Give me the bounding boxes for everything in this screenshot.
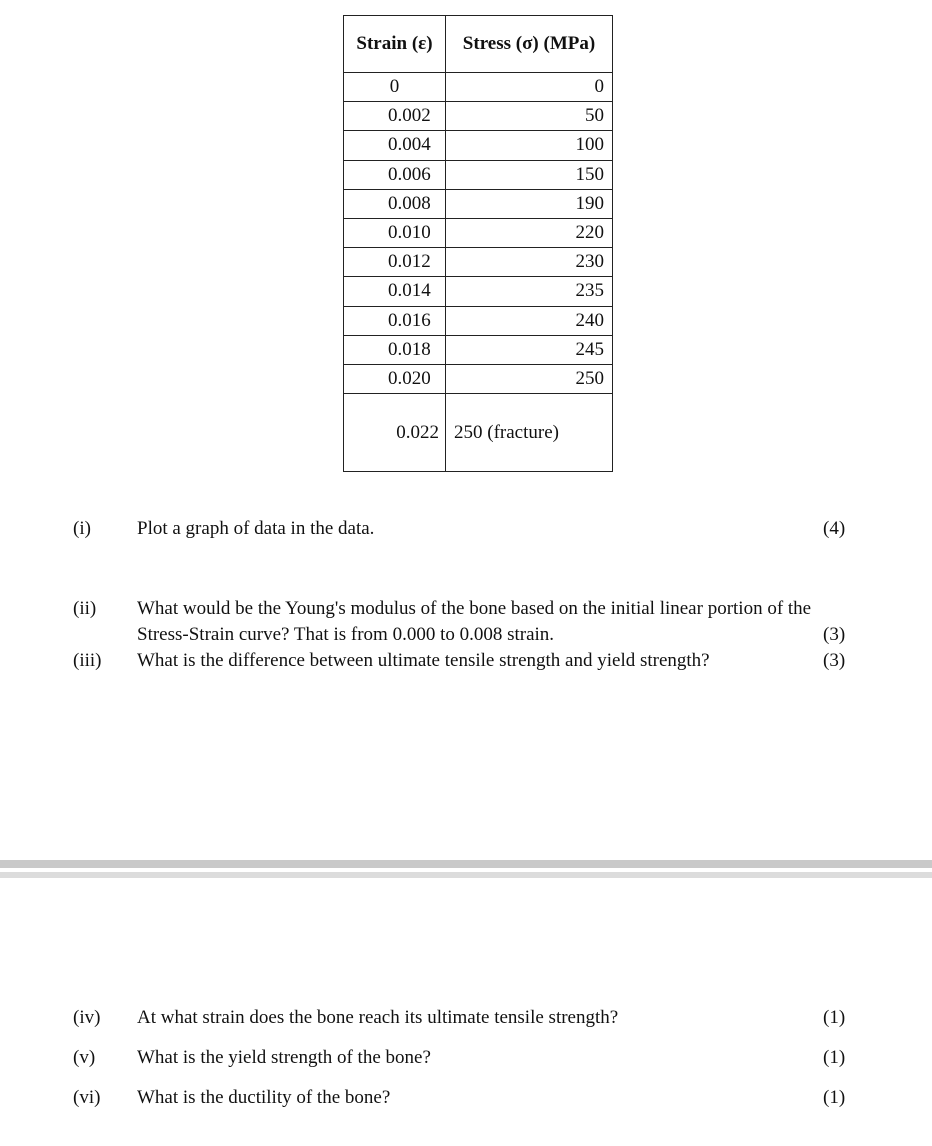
strain-cell: 0 [344,73,446,102]
table-row [344,102,613,131]
question-text: At what strain does the bone reach its ultimate tensile strength? [137,1007,619,1028]
table-row [344,160,613,189]
strain-cell: 0.006 [344,160,446,189]
question-number: (ii) [73,598,97,619]
strain-cell: 0.004 [344,131,446,160]
divider-band [0,872,932,878]
question-number: (v) [73,1047,96,1068]
question-number: (vi) [73,1087,101,1108]
stress-cell: 150 [446,160,613,189]
question-text: What is the difference between ultimate tensile strength and yield strength? [137,650,710,671]
stress-cell: 250 (fracture) [446,394,613,472]
question-text-line-2: Stress-Strain curve? That is from 0.000 to 0.008 strain. [137,624,555,645]
page-break-divider [0,860,932,878]
stress-cell: 240 [446,306,613,335]
table-row [344,335,613,364]
stress-cell: 250 [446,364,613,393]
question-marks: (3) [823,650,846,671]
stress-cell: 220 [446,218,613,247]
question-text: Plot a graph of data in the data. [137,518,375,539]
strain-cell: 0.010 [344,218,446,247]
stress-cell: 50 [446,102,613,131]
stress-strain-table [343,15,613,472]
table-row [344,73,613,102]
table-row [344,189,613,218]
divider-band [0,860,932,868]
table-row [344,364,613,393]
question-marks: (1) [823,1087,846,1108]
question-text: What is the yield strength of the bone? [137,1047,431,1068]
stress-cell: 100 [446,131,613,160]
question-text: What is the ductility of the bone? [137,1087,391,1108]
stress-cell: 245 [446,335,613,364]
strain-cell: 0.012 [344,248,446,277]
question-marks: (1) [823,1007,846,1028]
table-row [344,306,613,335]
stress-cell: 230 [446,248,613,277]
question-number: (iii) [73,650,102,671]
strain-cell: 0.018 [344,335,446,364]
question-number: (iv) [73,1007,101,1028]
table-row [344,277,613,306]
question-marks: (1) [823,1047,846,1068]
strain-cell: 0.002 [344,102,446,131]
strain-cell: 0.022 [344,394,446,472]
stress-column-header: Stress (σ) (MPa) [446,16,613,73]
strain-cell: 0.008 [344,189,446,218]
table-row [344,218,613,247]
stress-cell: 0 [446,73,613,102]
question-marks: (3) [823,624,846,645]
strain-cell: 0.014 [344,277,446,306]
strain-cell: 0.016 [344,306,446,335]
question-text-line-1: What would be the Young's modulus of the bone based on the initial linear portion of the [137,598,812,619]
table-row-fracture [344,394,613,472]
table-row [344,131,613,160]
table-header-row [344,16,613,73]
question-number: (i) [73,518,91,539]
stress-cell: 235 [446,277,613,306]
table-row [344,248,613,277]
strain-cell: 0.020 [344,364,446,393]
strain-column-header: Strain (ε) [344,16,446,73]
stress-cell: 190 [446,189,613,218]
question-marks: (4) [823,518,846,539]
